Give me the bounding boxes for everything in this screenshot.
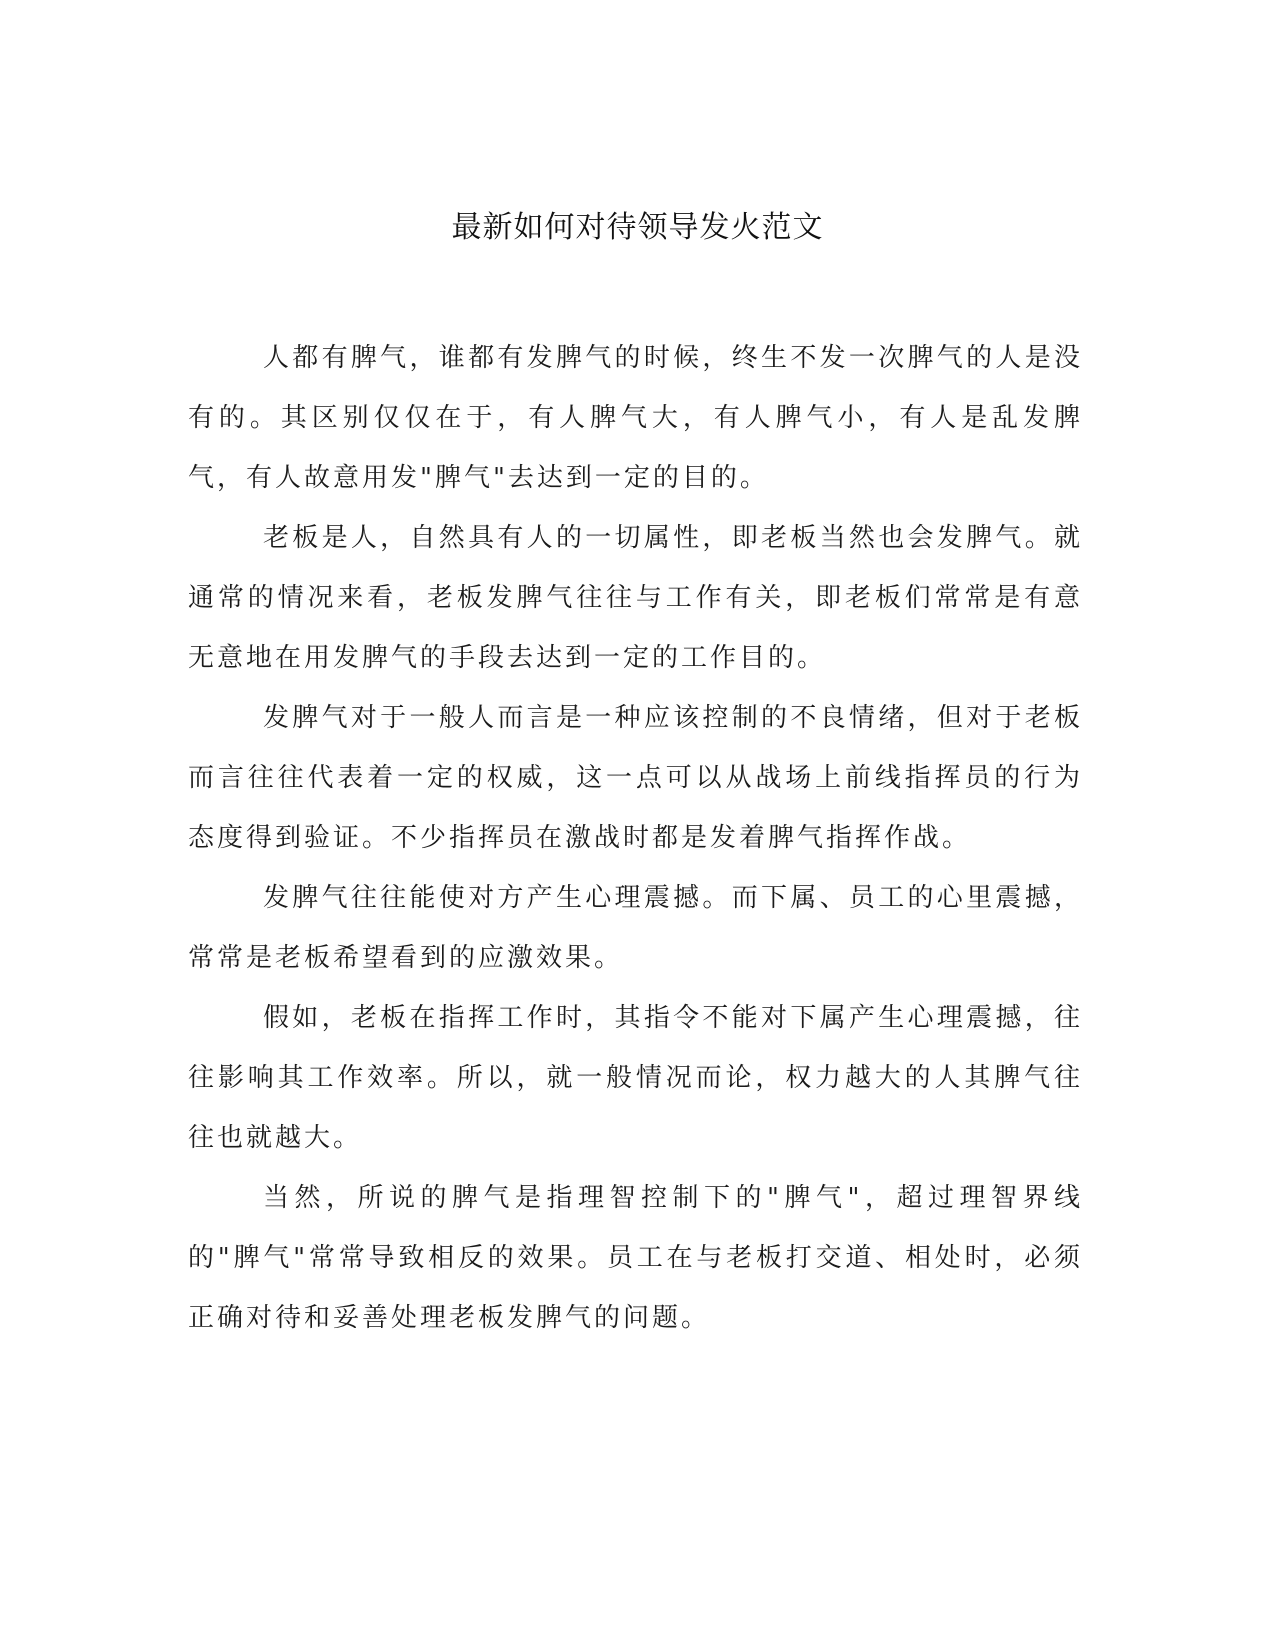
paragraph-2: 老板是人，自然具有人的一切属性，即老板当然也会发脾气。就通常的情况来看，老板发脾气往往与工作有关，即老板们常常是有意无意地在用发脾气的手段去达到一定的工作目的。 <box>188 523 1083 673</box>
paragraph-1: 人都有脾气，谁都有发脾气的时候，终生不发一次脾气的人是没有的。其区别仅仅在于，有人脾气大，有人脾气小，有人是乱发脾气，有人故意用发"脾气"去达到一定的目的。 <box>188 343 1083 493</box>
paragraph-6: 当然，所说的脾气是指理智控制下的"脾气"，超过理智界线的"脾气"常常导致相反的效果。员工在与老板打交道、相处时，必须正确对待和妥善处理老板发脾气的问题。 <box>188 1183 1083 1333</box>
document-body <box>188 328 1083 1348</box>
paragraph-3: 发脾气对于一般人而言是一种应该控制的不良情绪，但对于老板而言往往代表着一定的权威，这一点可以从战场上前线指挥员的行为态度得到验证。不少指挥员在激战时都是发着脾气指挥作战。 <box>188 703 1083 853</box>
paragraph-4: 发脾气往往能使对方产生心理震撼。而下属、员工的心里震撼，常常是老板希望看到的应激效果。 <box>188 883 1083 973</box>
document-title: 最新如何对待领导发火范文 <box>451 210 824 245</box>
paragraph-5: 假如，老板在指挥工作时，其指令不能对下属产生心理震撼，往往影响其工作效率。所以，就一般情况而论，权力越大的人其脾气往往也就越大。 <box>188 1003 1083 1153</box>
